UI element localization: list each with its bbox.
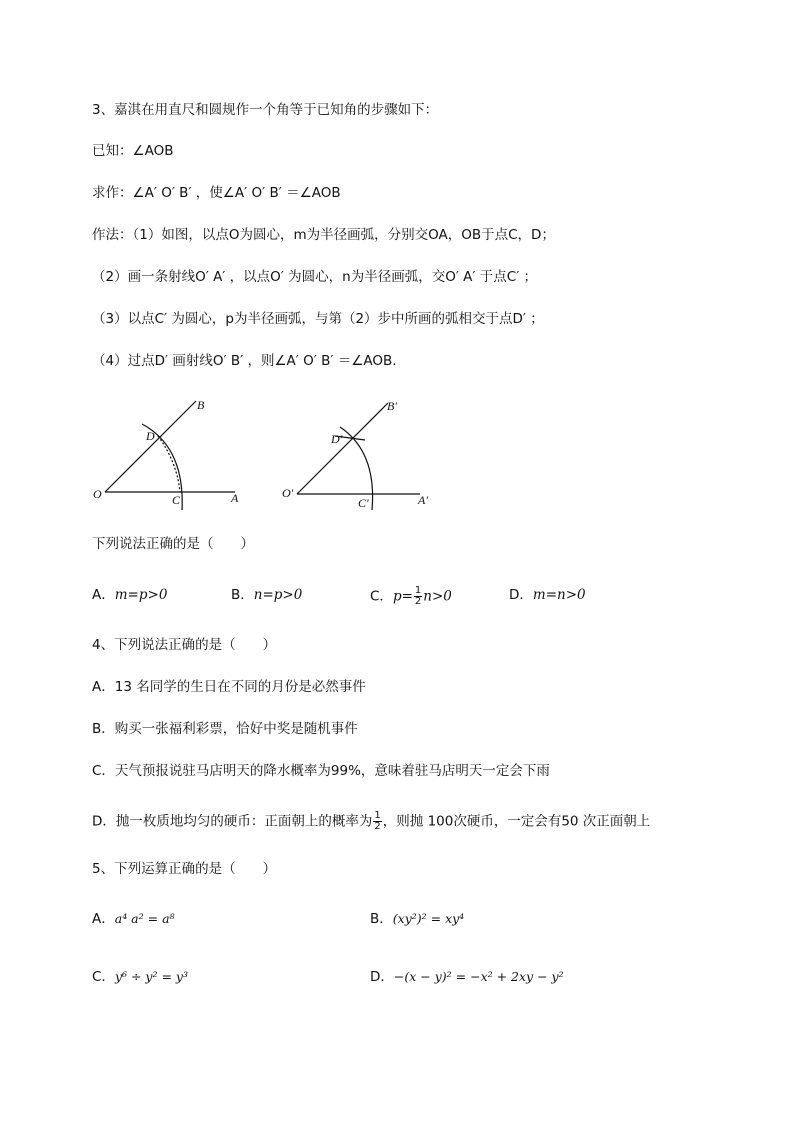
option-letter: D． [509, 587, 533, 603]
option-letter: C． [370, 588, 393, 605]
q3-step1: 作法：（1）如图，以点O为圆心，m为半径画弧，分别交OA，OB于点C，D； [92, 227, 555, 243]
q3-question: 下列说法正确的是（ ） [92, 536, 254, 552]
option-text: y⁶ ÷ y² = y³ [114, 969, 188, 984]
option-letter: D． [370, 969, 394, 985]
option-text: −(x − y)² = −x² + 2xy − y² [393, 969, 564, 984]
label-D-prime: D′ [331, 432, 343, 446]
construction-figure [85, 392, 445, 517]
q5-title: 5、下列运算正确的是（ ） [92, 861, 277, 877]
label-B: B [197, 398, 205, 412]
option-text: m=p>0 [114, 587, 168, 603]
q4-option-b: B．购买一张福利彩票，恰好中奖是随机事件 [92, 721, 358, 737]
q4-option-d-before: D．抛一枚质地均匀的硬币：正面朝上的概率为 [92, 813, 373, 830]
q3-step2: （2）画一条射线O′ A′ ，以点O′ 为圆心，n为半径画弧，交O′ A′ 于点C′ ； [92, 269, 538, 285]
fraction-numerator: 1 [414, 585, 422, 596]
q3-option-d [509, 586, 586, 604]
label-A-prime: A′ [418, 493, 428, 507]
option-text: n=p>0 [253, 587, 303, 603]
q5-option-b [370, 910, 464, 928]
q3-given: 已知：∠AOB [92, 143, 174, 159]
q5-option-c [92, 968, 188, 986]
q4-title: 4、下列说法正确的是（ ） [92, 637, 277, 653]
option-text: m=n>0 [532, 587, 586, 603]
q3-step4: （4）过点D′ 画射线O′ B′ ，则∠A′ O′ B′ ＝∠AOB. [92, 353, 397, 369]
label-C: C [172, 493, 181, 507]
label-A: A [231, 491, 239, 505]
q3-construct: 求作：∠A′ O′ B′ ，使∠A′ O′ B′ ＝∠AOB [92, 185, 341, 201]
q5-option-a [92, 910, 175, 928]
figure-right [282, 399, 428, 510]
label-C-prime: C′ [358, 496, 369, 510]
q4-option-d-after: ，则抛 100次硬币，一定会有50 次正面朝上 [382, 813, 651, 830]
fraction [414, 586, 422, 607]
q4-option-c: C．天气预报说驻马店明天的降水概率为99%，意味着驻马店明天一定会下雨 [92, 763, 550, 779]
option-text-after: n>0 [423, 588, 452, 605]
option-letter: B． [231, 587, 254, 603]
option-letter: B． [370, 911, 393, 927]
q4-option-d [92, 811, 650, 832]
q3-step3: （3）以点C′ 为圆心，p为半径画弧，与第（2）步中所画的弧相交于点D′ ； [92, 311, 544, 327]
fraction-numerator: 1 [374, 810, 381, 821]
label-O-prime: O′ [282, 486, 294, 500]
fraction [373, 811, 381, 832]
q5-option-d [370, 968, 564, 986]
figure-left [93, 398, 239, 510]
label-O: O [93, 487, 102, 501]
label-B-prime: B′ [387, 399, 397, 413]
option-text: (xy²)² = xy⁴ [392, 911, 465, 926]
q4-option-a: A．13 名同学的生日在不同的月份是必然事件 [92, 679, 366, 695]
q3-title: 3、嘉淇在用直尺和圆规作一个角等于已知角的步骤如下： [92, 102, 439, 118]
q3-option-b [231, 586, 302, 604]
option-letter: A． [92, 587, 115, 603]
option-letter: C． [92, 969, 115, 985]
option-text: a⁴ a² = a⁸ [114, 911, 175, 926]
q3-option-c [370, 586, 452, 607]
option-letter: A． [92, 911, 115, 927]
fraction-denominator: 2 [414, 596, 422, 607]
option-text-before: p= [392, 588, 413, 605]
q3-option-a [92, 586, 167, 604]
label-D: D [146, 429, 155, 443]
fraction-denominator: 2 [374, 821, 381, 832]
